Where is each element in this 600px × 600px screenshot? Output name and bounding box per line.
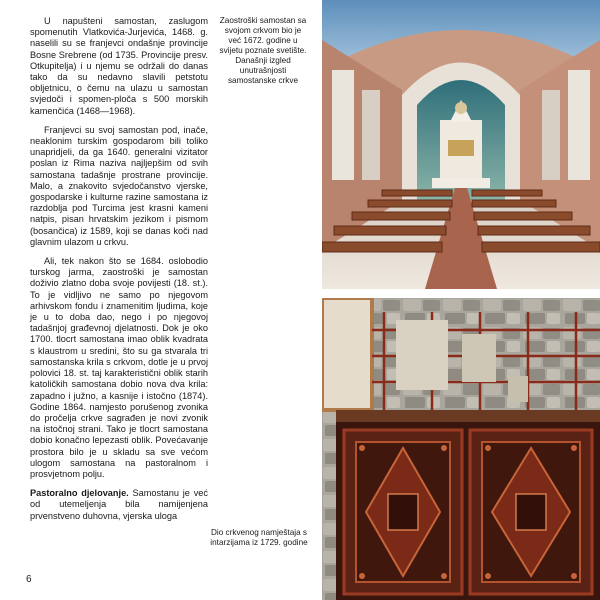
caption-church-interior: Zaostroški samostan sa svojom crkvom bio je već 1672. godine u svijetu poznate svetište. Današnji izgled unutrašnjosti samostanske crkve bbox=[219, 16, 307, 85]
page-number: 6 bbox=[26, 574, 32, 585]
paragraph-4-text: Samostanu je već od utemeljenja bila namijenjena prvenstveno duhovna, vjerska uloga bbox=[30, 488, 208, 521]
paragraph-2: Franjevci su svoj samostan pod, inače, neaklonim turskim gospodarom bili toliko unapridjeli, da ga 1640. generalni vizitator poslan iz Rima naziva najljepšim od svih samostana tadašnje prostrane provincije. Malo, a znakovito svjedočanstvo vjerske, gospodarske i kulturne razine samostana iz razdoblja pod Turcima jest krasni kameni natpis, pisan hrvatskim jezikom i pismom (bosančica) iz 1589, koji se danas koči nad glavnim ulazom u crkvu. bbox=[30, 124, 208, 247]
paragraph-3: Ali, tek nakon što se 1684. oslobodio turskog jarma, zaostroški je samostan doživio zlatno doba svoje povijesti (18. st.). To je vidljivo ne samo po njegovom arhivskom fondu i znamenitim ljudima, koje je u to doba dao, nego i po njegovoj tadašnjoj građevnoj djelatnosti. Dok je oko 1700. tlocrt samostana imao oblik kvadrata s klaustrom u sredini, što su ga stvarala tri samostanska krila s crkvom, dotle je u prvoj polovici 18. st. taj karakteristični oblik starih katoličkih samostana dobio nova dva krila: zapadno i južno, a kasnije i istočno (1874). Godine 1864. namjesto porušenog zvonika do pročelja crkve sagrađen je novi zvonik na istočnoj strani. Tako je tlocrt samostana dobio konačno lepezasti oblik. Povećavanje prostora bilo je u skladu sa sve većom ulogom samostana na pastoralnom i prosvjetnom polju. bbox=[30, 256, 208, 479]
paragraph-4 bbox=[30, 488, 208, 522]
caption-furniture: Dio crkvenog namještaja s intarzijama iz 1729. godine bbox=[210, 528, 308, 547]
section-heading: Pastoralno djelovanje. bbox=[30, 488, 129, 499]
body-text-column bbox=[30, 16, 208, 530]
photo-church-interior bbox=[322, 0, 600, 289]
photo-church-furniture bbox=[322, 298, 600, 600]
paragraph-1: U napušteni samostan, zaslugom spomenutih Vlatkovića-Jurjevića, 1468. g. naselili su se franjevci ondašnje provincije Bosne Srebrene (od 1735. Provincije presv. Otkupitelja) i u njemu se održali do danas tako da su nedavno slavili petstotu obljetnicu, o čemu na ulazu u samostan svjedoči i spomen-ploča s 500 morskih kamenčića (1468—1968). bbox=[30, 16, 208, 116]
